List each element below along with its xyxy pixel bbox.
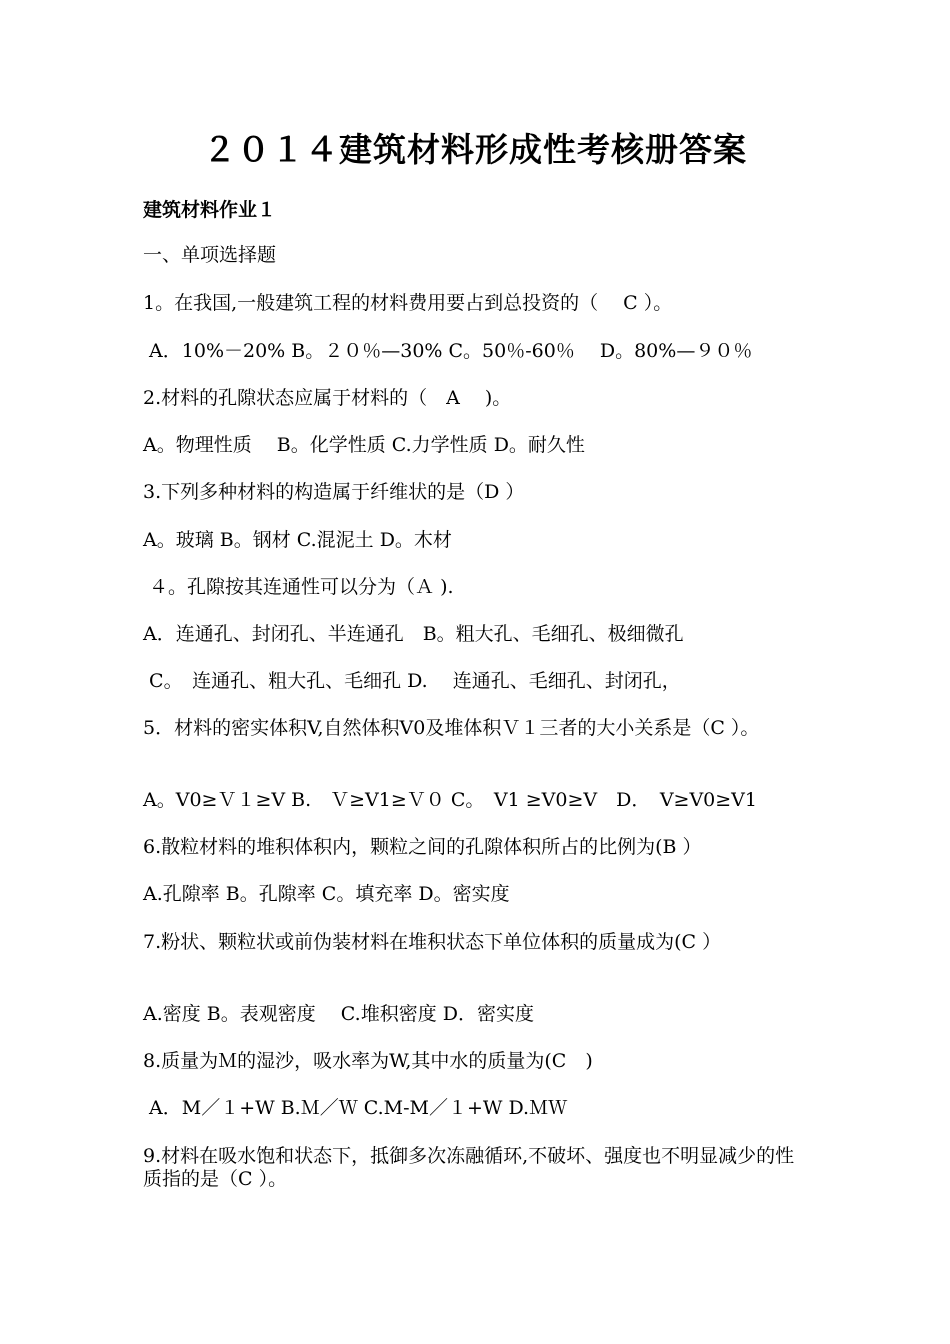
options-line: A.孔隙率 B。孔隙率 C。填充率 D。密实度 bbox=[143, 883, 510, 905]
page-title: ２０１４建筑材料形成性考核册答案 bbox=[203, 130, 747, 169]
options-line: C。 连通孔、粗大孔、毛细孔 D. 连通孔、毛细孔、封闭孔， bbox=[143, 670, 681, 692]
question-line: 6.散粒材料的堆积体积内，颗粒之间的孔隙体积所占的比例为(B ） bbox=[143, 836, 702, 858]
question-line: 2.材料的孔隙状态应属于材料的（ A )。 bbox=[143, 387, 512, 409]
question-line: 9.材料在吸水饱和状态下，抵御多次冻融循环,不破坏、强度也不明显减少的性质指的是（C ）。 bbox=[143, 1145, 795, 1190]
options-line: A．连通孔、封闭孔、半连通孔 B。粗大孔、毛细孔、极细微孔 bbox=[143, 623, 684, 645]
question-line: 7.粉状、颗粒状或前伪装材料在堆积状态下单位体积的质量成为(C ） bbox=[143, 931, 722, 953]
options-line: A。V0≥Ｖ１≥V B. Ｖ≥V1≥Ｖ０ C。 V1 ≥V0≥V D． V≥V0≥V1 bbox=[143, 789, 757, 811]
question-line: ４。孔隙按其连通性可以分为（Ａ ). bbox=[143, 576, 454, 598]
options-line: A．M／１+W B.Ｍ／Ｗ C.M-M／１+W D.ＭＷ bbox=[143, 1097, 568, 1119]
options-line: A.密度 B。表观密度 C.堆积密度 D．密实度 bbox=[143, 1003, 534, 1025]
question-line: 3.下列多种材料的构造属于纤维状的是（D ） bbox=[143, 481, 525, 503]
question-line: 8.质量为Ｍ的湿沙，吸水率为W,其中水的质量为(C ) bbox=[143, 1050, 593, 1072]
section-heading: 建筑材料作业１ bbox=[143, 199, 277, 221]
question-line: 1。在我国,一般建筑工程的材料费用要占到总投资的（ C ）。 bbox=[143, 292, 673, 314]
question-line: 5．材料的密实体积V,自然体积V0及堆体积Ｖ１三者的大小关系是（C ）。 bbox=[143, 717, 760, 739]
part-heading: 一、单项选择题 bbox=[143, 244, 277, 266]
options-line: A．10%－20% B。２０％—30% C。50％-60％ D。80%—９０％ bbox=[143, 340, 753, 362]
options-line: A。物理性质 B。化学性质 C.力学性质 D。耐久性 bbox=[143, 434, 585, 456]
options-line: A。玻璃 B。钢材 C.混泥土 D。木材 bbox=[143, 529, 452, 551]
